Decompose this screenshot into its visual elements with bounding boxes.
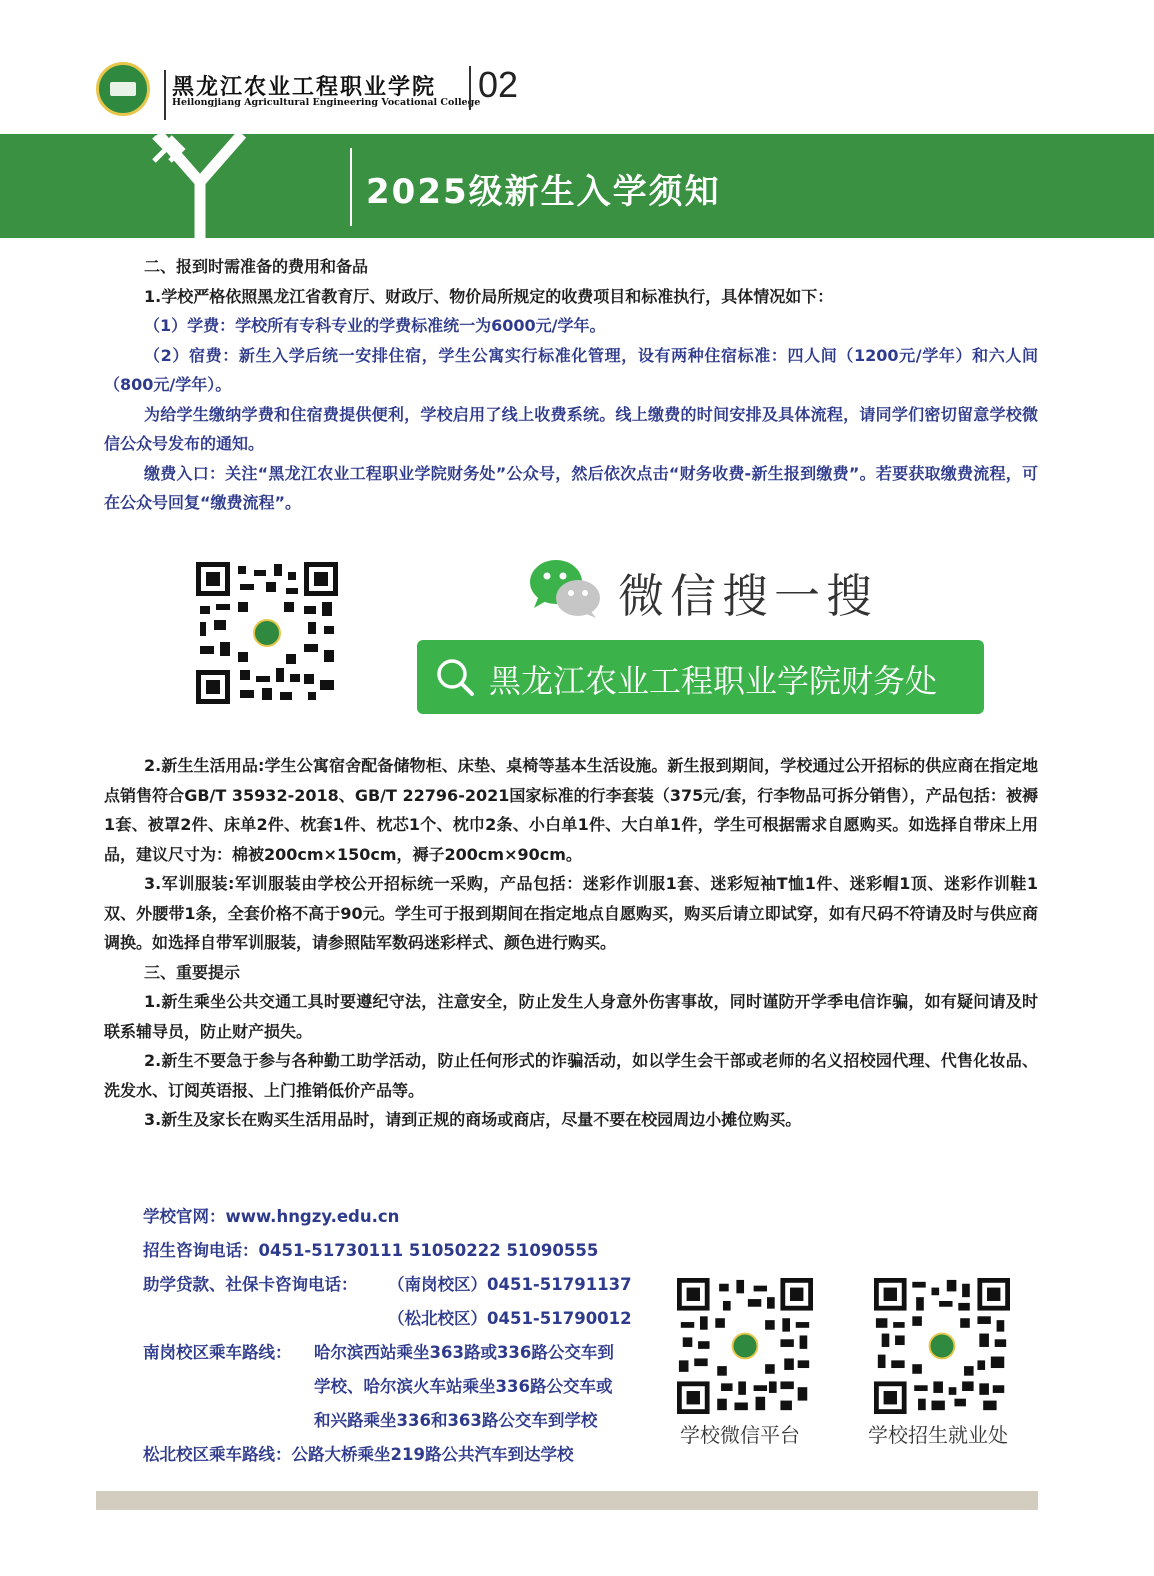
search-label: 黑龙江农业工程职业学院财务处 <box>489 662 938 700</box>
fees-section <box>104 252 1038 518</box>
finance-qr-code[interactable] <box>196 562 338 704</box>
tuition-text: （1）学费：学校所有专科专业的学费标准统一为6000元/学年。 <box>144 316 606 335</box>
header-divider <box>164 70 166 120</box>
tip-1: 1.新生乘坐公共交通工具时要遵纪守法，注意安全，防止发生人身意外伤害事故，同时谨防开学季电信诈骗，如有疑问请及时联系辅导员，防止财产损失。 <box>104 992 1038 1041</box>
section-heading: 三、重要提示 <box>144 962 241 982</box>
school-name-en: Heilongjiang Agricultural Engineering Vocational College <box>172 97 481 108</box>
section-heading: 二、报到时需准备的费用和备品 <box>144 257 369 276</box>
admission-office-caption: 学校招生就业处 <box>868 1423 1008 1447</box>
nangang-route-line-1: 哈尔滨西站乘坐363路或336路公交车到 <box>314 1343 614 1362</box>
wechat-search-button[interactable] <box>417 640 984 714</box>
loan-phone-songbei: （松北校区）0451-51790012 <box>388 1309 632 1328</box>
banner-divider <box>350 148 352 226</box>
page-title: 2025级新生入学须知 <box>366 172 721 212</box>
footer-bar <box>96 1491 1038 1510</box>
nangang-route-line-3: 和兴路乘坐336和363路公交车到学校 <box>314 1411 598 1430</box>
search-icon <box>435 657 475 697</box>
online-payment-text: 为给学生缴纳学费和住宿费提供便利，学校启用了线上收费系统。线上缴费的时间安排及具体流程，请同学们密切留意学校微信公众号发布的通知。 <box>104 404 1038 453</box>
loan-phone-label: 助学贷款、社保卡咨询电话： <box>143 1275 358 1294</box>
songbei-route: 松北校区乘车路线：公路大桥乘坐219路公共汽车到达学校 <box>143 1445 574 1464</box>
wechat-icon <box>528 558 604 620</box>
wechat-platform-caption: 学校微信平台 <box>680 1423 800 1447</box>
school-logo <box>96 62 150 116</box>
double-chevron-icon <box>150 134 190 164</box>
supplies-item-2: 2.新生生活用品:学生公寓宿舍配备储物柜、床垫、桌椅等基本生活设施。新生报到期间，学校通过公开招标的供应商在指定地点销售符合GB/T 35932-2018、GB/T 22796-2021国家标准的行李套装（375元/套，行李物品可拆分销售），产品包括：被褥1套、被罩2件、床单2件、枕套1件、枕芯1个、枕巾2条、小白单1件、大白单1件，学生可根据需求自愿购买。如选择自带床上用品，建议尺寸为：棉被200cm×150cm，褥子200cm×90cm。 <box>104 756 1038 864</box>
wechat-platform-qr-code[interactable] <box>677 1278 813 1414</box>
dorm-text: （2）宿费：新生入学后统一安排住宿，学生公寓实行标准化管理，设有两种住宿标准：四人间（1200元/学年）和六人间（800元/学年）。 <box>104 345 1038 394</box>
nangang-route-label: 南岗校区乘车路线： <box>143 1343 292 1362</box>
admission-phone: 招生咨询电话：0451-51730111 51050222 51090555 <box>143 1241 599 1260</box>
tip-2: 2.新生不要急于参与各种勤工助学活动，防止任何形式的诈骗活动，如以学生会干部或老师的名义招校园代理、代售化妆品、洗发水、订阅英语报、上门推销低价产品等。 <box>104 1051 1038 1100</box>
school-name-cn: 黑龙江农业工程职业学院 <box>172 74 437 100</box>
website[interactable]: 学校官网：www.hngzy.edu.cn <box>143 1207 400 1226</box>
tip-3: 3.新生及家长在购买生活用品时，请到正规的商场或商店，尽量不要在校园周边小摊位购买。 <box>144 1110 802 1129</box>
fees-item-1: 1.学校严格依照黑龙江省教育厅、财政厅、物价局所规定的收费项目和标准执行，具体情况如下： <box>144 286 834 306</box>
admission-office-qr-code[interactable] <box>874 1278 1010 1414</box>
loan-phone-nangang: （南岗校区）0451-51791137 <box>388 1275 632 1294</box>
supplies-item-3: 3.军训服装:军训服装由学校公开招标统一采购，产品包括：迷彩作训服1套、迷彩短袖T恤1件、迷彩帽1顶、迷彩作训鞋1双、外腰带1条，全套价格不高于90元。学生可于报到期间在指定地点自愿购买，购买后请立即试穿，如有尺码不符请及时与供应商调换。如选择自带军训服装，请参照陆军数码迷彩样式、颜色进行购买。 <box>104 874 1038 952</box>
title-banner <box>0 134 1154 238</box>
page-number: 02 <box>478 64 519 105</box>
supplies-section <box>104 751 1038 1135</box>
wechat-search-title: 微信搜一搜 <box>618 569 878 623</box>
payment-entry-text: 缴费入口：关注“黑龙江农业工程职业学院财务处”公众号，然后依次点击“财务收费-新生报到缴费”。若要获取缴费流程，可在公众号回复“缴费流程”。 <box>104 463 1038 512</box>
header-divider <box>469 66 471 110</box>
nangang-route-line-2: 学校、哈尔滨火车站乘坐336路公交车或 <box>314 1377 613 1396</box>
